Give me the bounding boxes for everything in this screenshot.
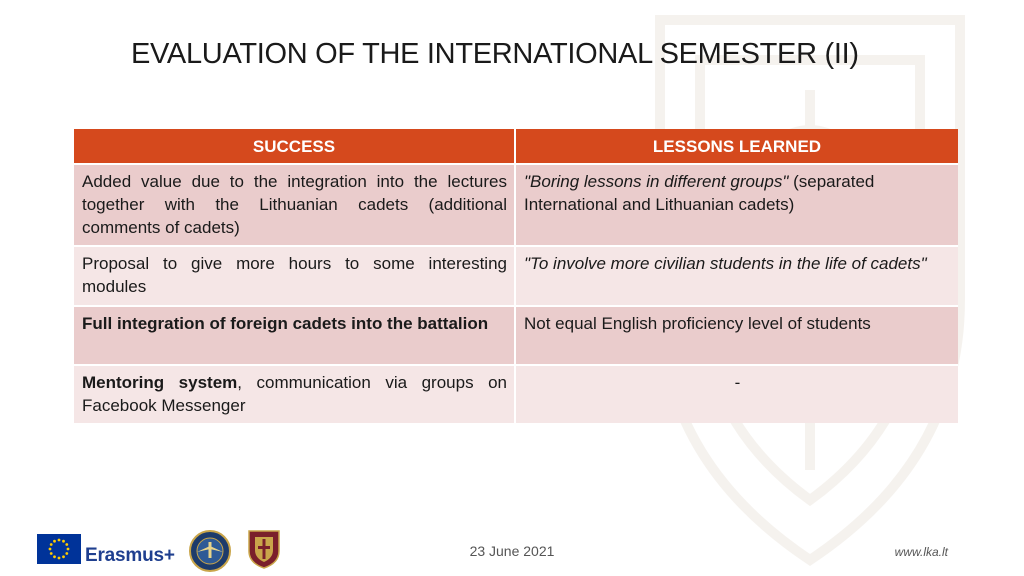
success-text: , communication via groups on Facebook Messenger <box>82 373 507 415</box>
success-text: Added value due to the integration into the lectures together with the Lithuanian cadets (additional comments of cadets) <box>82 172 507 237</box>
lesson-cell <box>515 365 958 423</box>
footer-url: www.lka.lt <box>894 545 948 559</box>
lesson-text: Not equal English proficiency level of students <box>524 314 871 333</box>
footer-date: 23 June 2021 <box>469 543 555 559</box>
slide-title: EVALUATION OF THE INTERNATIONAL SEMESTER (II) <box>131 38 859 70</box>
evaluation-table <box>74 129 958 423</box>
lesson-text: (separated International and Lithuanian cadets) <box>524 172 875 214</box>
lesson-text: - <box>734 373 741 392</box>
table-row <box>74 246 958 306</box>
success-text: Full integration of foreign cadets into the battalion <box>82 314 489 333</box>
header-success: SUCCESS <box>74 129 515 164</box>
table-header-row <box>74 129 958 164</box>
table-row <box>74 164 958 246</box>
success-cell <box>74 365 515 423</box>
lesson-cell <box>515 164 958 246</box>
table-row <box>74 306 958 365</box>
erasmus-logo-text: Erasmus+ <box>85 545 175 566</box>
success-cell <box>74 306 515 365</box>
lesson-cell <box>515 246 958 306</box>
lesson-quote: "Boring lessons in different groups" <box>524 172 789 191</box>
success-cell <box>74 164 515 246</box>
success-text-bold: Mentoring system <box>82 373 238 392</box>
lesson-cell <box>515 306 958 365</box>
table-row <box>74 365 958 423</box>
success-cell <box>74 246 515 306</box>
header-lessons-learned: LESSONS LEARNED <box>515 129 958 164</box>
lesson-quote: "To involve more civilian students in the life of cadets" <box>524 254 927 273</box>
success-text: Proposal to give more hours to some interesting modules <box>82 254 507 296</box>
